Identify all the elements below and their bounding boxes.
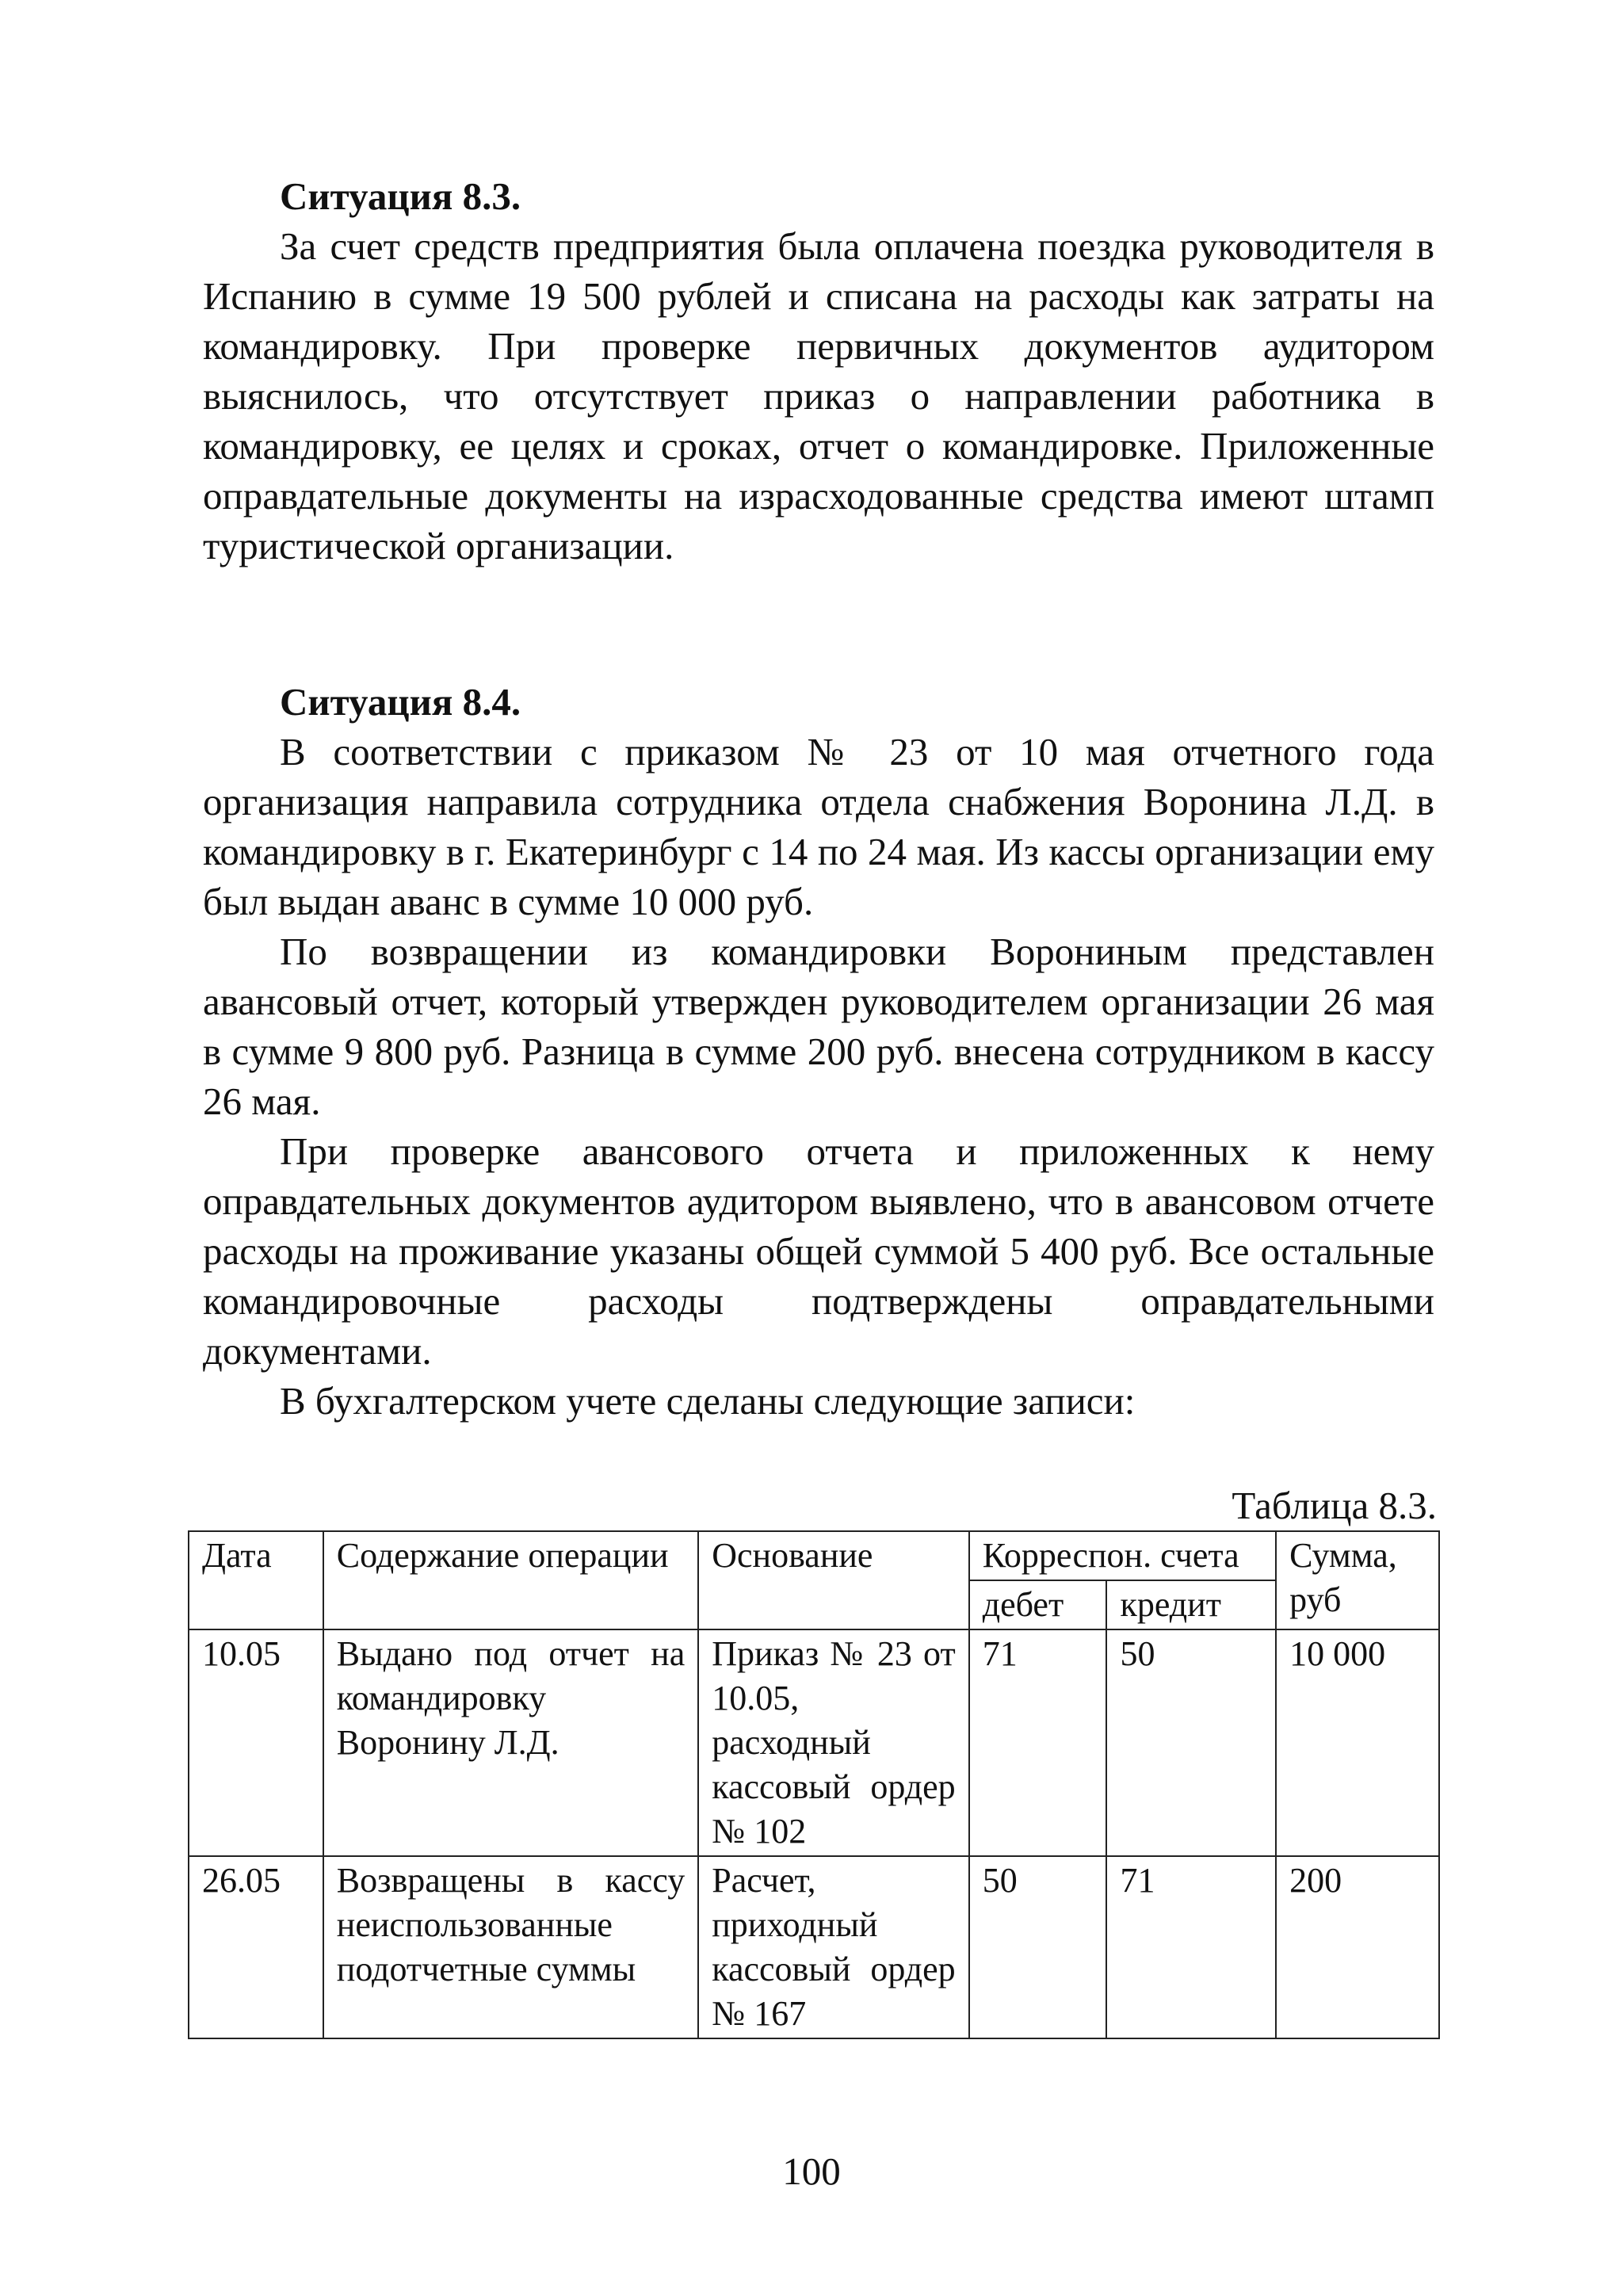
- cell-debit: 50: [969, 1856, 1107, 2038]
- situation-heading: Ситуация 8.4.: [280, 680, 521, 724]
- cell-credit: 71: [1106, 1856, 1276, 2038]
- header-basis: Основание: [698, 1531, 968, 1629]
- cell-credit: 50: [1106, 1629, 1276, 1856]
- paragraph: За счет средств предприятия была оплачена поездка руководителя в Испанию в сумме 19 500 рублей и списана на расходы как затраты на командировку. При проверке первичных документов аудитором выяснилось, что отсутствует приказ о направлении работника в командировку, ее целях и сроках, отчет о командировке. Приложенные оправдательные документы на израсходованные средства имеют штамп туристической организации.: [203, 224, 1434, 567]
- paragraph: По возвращении из командировки Ворониным представлен авансовый отчет, который утвержден руководителем организации 26 мая в сумме 9 800 руб. Разница в сумме 200 руб. внесена сотрудником в кассу 26 мая.: [203, 930, 1434, 1123]
- table-header-row: [189, 1531, 1439, 1580]
- cell-content: Выдано под отчет на командировку Воронину Л.Д.: [323, 1629, 698, 1856]
- paragraph: При проверке авансового отчета и приложенных к нему оправдательных документов аудитором выявлено, что в авансовом отчете расходы на проживание указаны общей суммой 5 400 руб. Все остальные командировочные расходы подтверждены оправдательными документами.: [203, 1129, 1434, 1373]
- paragraph: В бухгалтерском учете сделаны следующие записи:: [280, 1379, 1136, 1423]
- header-credit: кредит: [1106, 1580, 1276, 1629]
- cell-amount: 200: [1276, 1856, 1439, 2038]
- header-content: Содержание операции: [323, 1531, 698, 1629]
- page-number: 100: [782, 2149, 841, 2193]
- header-accounts: Корреспон. счета: [969, 1531, 1276, 1580]
- header-debit: дебет: [969, 1580, 1107, 1629]
- table-row: [189, 1856, 1439, 2038]
- table-row: [189, 1629, 1439, 1856]
- header-amount: Сумма, руб: [1276, 1531, 1439, 1629]
- cell-basis: Расчет, приходный кассовый ордер № 167: [698, 1856, 968, 2038]
- header-date: Дата: [189, 1531, 323, 1629]
- table-caption: Таблица 8.3.: [1232, 1484, 1437, 1527]
- situation-8-3: [203, 171, 1434, 571]
- cell-content: Возвращены в кассу неиспользованные подотчетные суммы: [323, 1856, 698, 2038]
- cell-date: 10.05: [189, 1629, 323, 1856]
- cell-debit: 71: [969, 1629, 1107, 1856]
- accounting-entries-table: [188, 1530, 1440, 2039]
- cell-basis: Приказ № 23 от 10.05, расходный кассовый ордер № 102: [698, 1629, 968, 1856]
- cell-amount: 10 000: [1276, 1629, 1439, 1856]
- cell-date: 26.05: [189, 1856, 323, 2038]
- situation-8-4: [203, 677, 1434, 1426]
- situation-heading: Ситуация 8.3.: [280, 174, 521, 218]
- paragraph: В соответствии с приказом № 23 от 10 мая отчетного года организация направила сотрудника отдела снабжения Воронина Л.Д. в командировку в г. Екатеринбург с 14 по 24 мая. Из кассы организации ему был выдан аванс в сумме 10 000 руб.: [203, 730, 1434, 923]
